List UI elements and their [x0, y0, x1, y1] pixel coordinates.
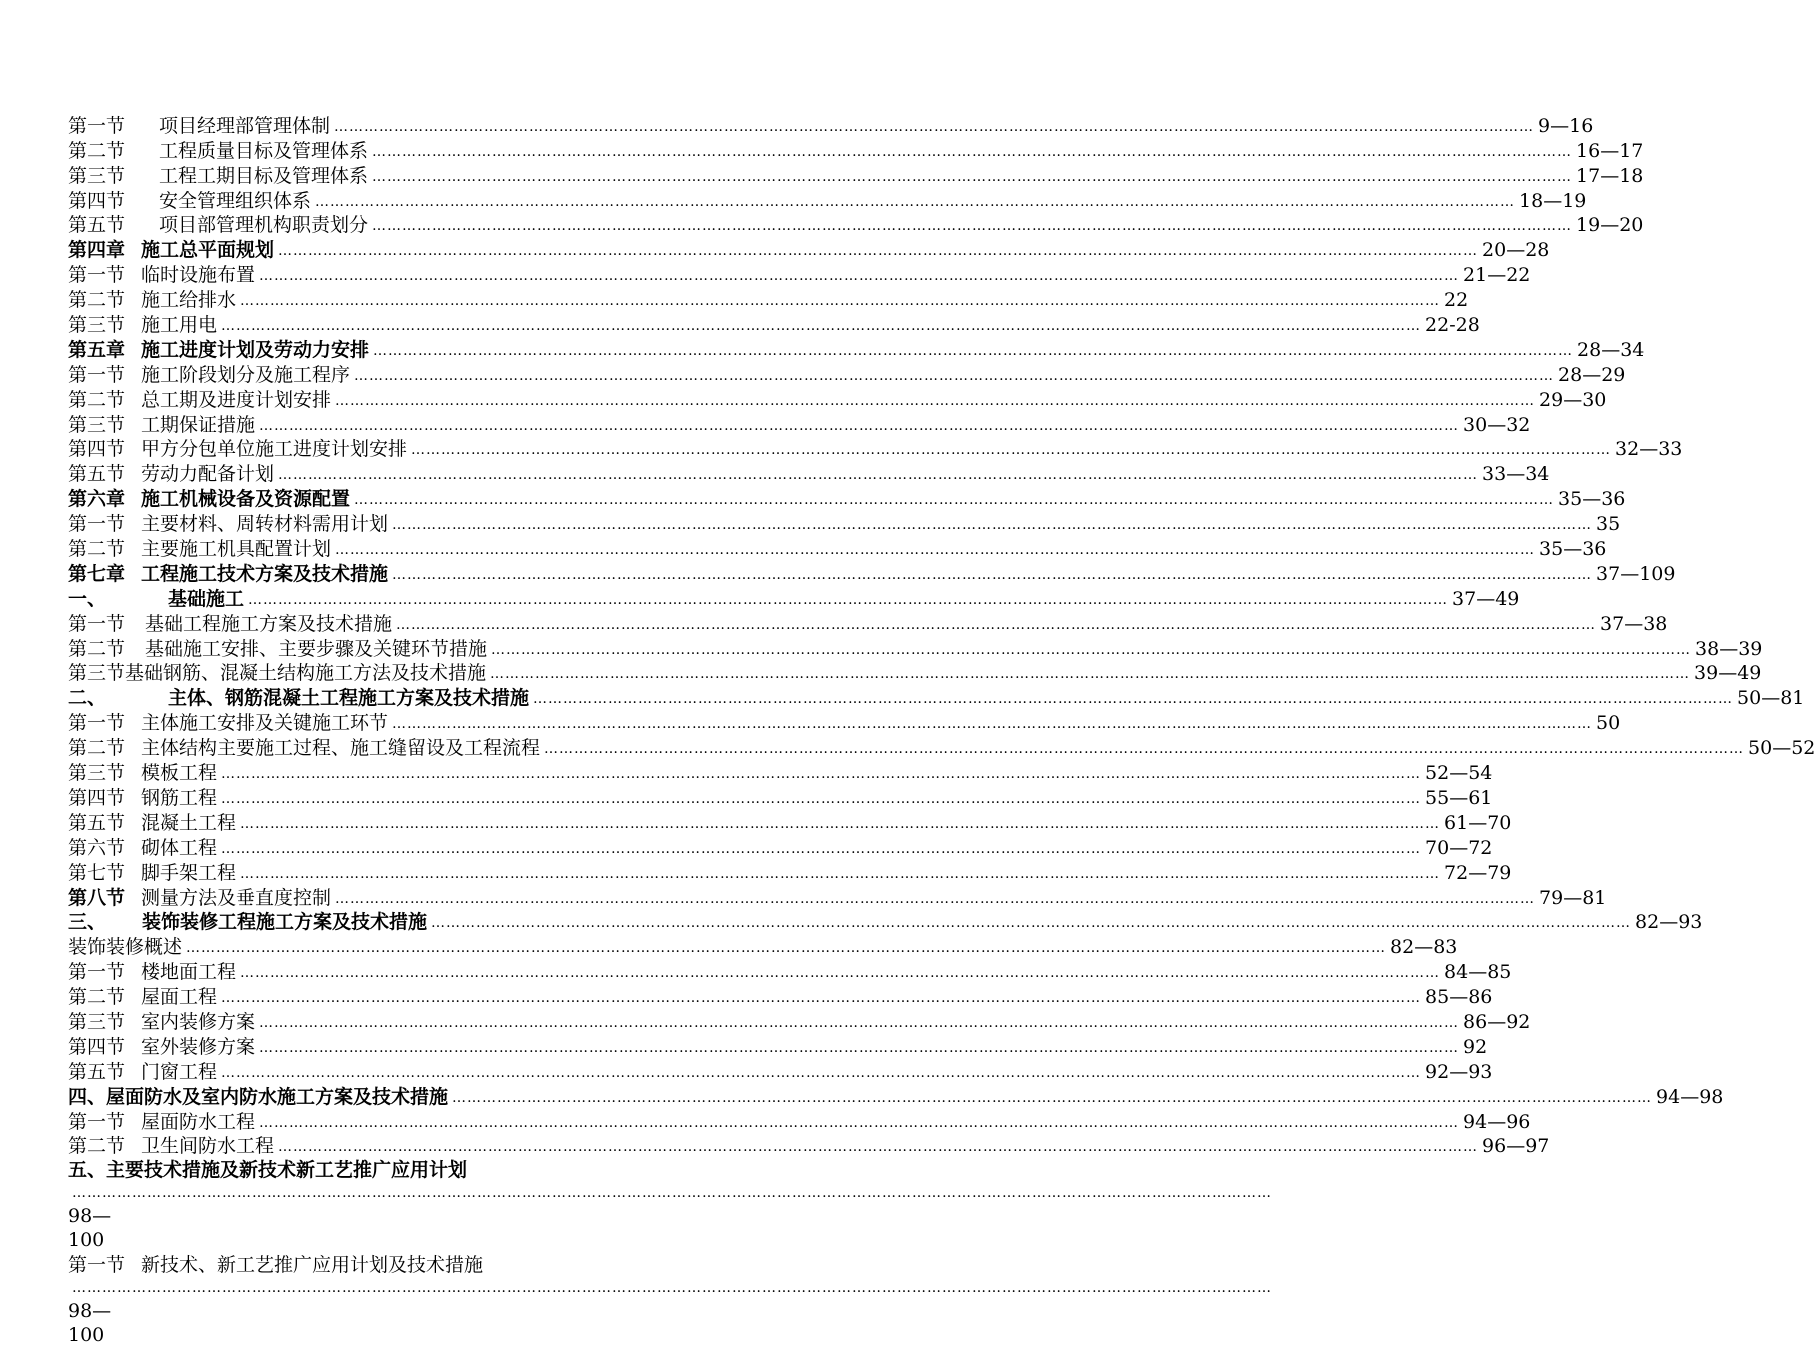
dot-leader: ……………………………………………………………………………………………………………………………………………………………………………………………………………………: [491, 641, 1692, 658]
dot-leader: ……………………………………………………………………………………………………………………………………………………………………………………………………………………: [533, 691, 1734, 708]
toc-entry[interactable]: [68, 486, 1626, 511]
toc-entry-title: 钢筋工程: [141, 786, 218, 809]
toc-entry-number: 第一节: [68, 513, 126, 536]
toc-entry[interactable]: [68, 586, 1520, 611]
toc-entry[interactable]: [68, 113, 1594, 138]
toc-entry-pages-continued: 100: [68, 1324, 105, 1347]
toc-entry[interactable]: [68, 362, 1626, 387]
toc-entry-number: 第五章: [68, 338, 126, 361]
toc-entry-label: [68, 811, 236, 835]
toc-entry-title: 施工进度计划及劳动力安排: [141, 338, 370, 361]
dot-leader: ……………………………………………………………………………………………………………………………………………………………………………………………………………………: [221, 990, 1422, 1007]
dot-leader: ……………………………………………………………………………………………………………………………………………………………………………………………………………………: [372, 143, 1573, 160]
toc-entry-title: 主要技术措施及新技术新工艺推广应用计划: [106, 1159, 468, 1182]
toc-entry-number: 第一节: [68, 264, 126, 287]
toc-entry-pages: 50—52: [1748, 737, 1815, 760]
toc-entry-number: 第三节: [68, 314, 126, 337]
toc-entry-pages: 37—49: [1452, 587, 1520, 610]
toc-entry-pages: 96—97: [1482, 1135, 1550, 1158]
dot-leader: ……………………………………………………………………………………………………………………………………………………………………………………………………………………: [372, 168, 1573, 185]
toc-entry[interactable]: [68, 262, 1531, 287]
toc-entry-pages: 19—20: [1576, 214, 1644, 237]
toc-entry-label: [68, 612, 392, 636]
dot-leader: ……………………………………………………………………………………………………………………………………………………………………………………………………………………: [72, 1280, 1272, 1297]
toc-entry-number: 第四章: [68, 239, 126, 262]
toc-entry-title: 施工机械设备及资源配置: [141, 488, 351, 511]
dot-leader: ……………………………………………………………………………………………………………………………………………………………………………………………………………………: [259, 1014, 1460, 1031]
toc-entry-number: 第四节: [68, 786, 126, 809]
toc-entry[interactable]: [68, 810, 1512, 835]
toc-entry-pages: 38—39: [1695, 637, 1763, 660]
toc-entry-number: 第三节: [68, 762, 126, 785]
toc-entry-title: 基础施工安排、主要步骤及关键环节措施: [145, 637, 488, 660]
toc-entry-pages: 37—38: [1600, 612, 1668, 635]
toc-entry-pages: 82—83: [1390, 936, 1458, 959]
toc-entry-title: 施工总平面规划: [141, 239, 275, 262]
toc-entry-number: 第一节: [68, 961, 126, 984]
toc-entry-number: 第四节: [68, 438, 126, 461]
toc-entry-pages: 50: [1596, 712, 1621, 735]
toc-entry-title: 基础钢筋、混凝土结构施工方法及技术措施: [125, 662, 487, 685]
toc-entry-label: [68, 736, 540, 760]
toc-entry[interactable]: [68, 910, 1703, 935]
toc-entry-label: [68, 711, 388, 735]
toc-entry[interactable]: [68, 337, 1645, 362]
toc-entry-number: 第一节: [68, 1254, 126, 1277]
toc-entry-number: 第二节: [68, 986, 126, 1009]
toc-entry-number: 第二节: [68, 637, 126, 660]
dot-leader: ……………………………………………………………………………………………………………………………………………………………………………………………………………………: [396, 616, 1597, 633]
toc-entry[interactable]: [68, 437, 1683, 462]
dot-leader: ……………………………………………………………………………………………………………………………………………………………………………………………………………………: [240, 815, 1441, 832]
toc-entry-title: 基础施工: [168, 587, 245, 610]
dot-leader: ……………………………………………………………………………………………………………………………………………………………………………………………………………………: [544, 741, 1745, 758]
toc-entry[interactable]: [68, 163, 1644, 188]
toc-entry-pages: 18—19: [1519, 189, 1587, 212]
toc-entry-pages: 39—49: [1694, 662, 1762, 685]
toc-entry-title: 工程质量目标及管理体系: [159, 139, 369, 162]
toc-entry-title: 主体施工安排及关键施工环节: [141, 712, 389, 735]
dot-leader: ……………………………………………………………………………………………………………………………………………………………………………………………………………………: [373, 342, 1574, 359]
toc-entry-title: 主要施工机具配置计划: [141, 538, 332, 561]
toc-entry-pages: 35—36: [1558, 488, 1626, 511]
toc-entry-label: [68, 562, 388, 586]
toc-entry-label: [68, 213, 368, 237]
toc-entry-title: 总工期及进度计划安排: [141, 388, 332, 411]
toc-entry-pages: 29—30: [1539, 388, 1607, 411]
toc-entry-title: 项目经理部管理体制: [159, 114, 331, 137]
toc-entry[interactable]: [68, 412, 1531, 437]
toc-entry-number: 第一节: [68, 612, 126, 635]
toc-entry-label: [68, 164, 368, 188]
dot-leader: ……………………………………………………………………………………………………………………………………………………………………………………………………………………: [392, 517, 1593, 534]
dot-leader: ……………………………………………………………………………………………………………………………………………………………………………………………………………………: [221, 790, 1422, 807]
toc-entry-label: [68, 512, 388, 536]
toc-entry-pages: 32—33: [1615, 438, 1683, 461]
toc-entry-pages: 98—: [68, 1300, 112, 1323]
toc-entry[interactable]: [68, 1034, 1488, 1059]
toc-entry[interactable]: [68, 885, 1607, 910]
toc-entry-label: [68, 1110, 255, 1134]
toc-entry[interactable]: [68, 636, 1763, 661]
toc-entry-label: [68, 960, 236, 984]
toc-entry-pages: 17—18: [1576, 164, 1644, 187]
toc-entry-number: 第三节: [68, 164, 126, 187]
toc-entry-pages: 21—22: [1463, 264, 1531, 287]
dot-leader: ……………………………………………………………………………………………………………………………………………………………………………………………………………………: [240, 965, 1441, 982]
toc-entry-title: 劳动力配备计划: [141, 463, 275, 486]
toc-entry-label: [68, 661, 486, 685]
toc-entry-title: 施工用电: [141, 314, 218, 337]
toc-entry[interactable]: [68, 785, 1493, 810]
toc-entry[interactable]: [68, 611, 1668, 636]
toc-entry-pages-continued: 100: [68, 1229, 105, 1252]
dot-leader: ……………………………………………………………………………………………………………………………………………………………………………………………………………………: [240, 865, 1441, 882]
toc-entry-pages: 35—36: [1539, 538, 1607, 561]
dot-leader: ……………………………………………………………………………………………………………………………………………………………………………………………………………………: [354, 367, 1555, 384]
toc-entry-label: [68, 363, 350, 387]
toc-entry-pages: 16—17: [1576, 139, 1644, 162]
toc-entry-label: [68, 313, 217, 337]
dot-leader: ……………………………………………………………………………………………………………………………………………………………………………………………………………………: [392, 716, 1593, 733]
toc-entry[interactable]: [68, 835, 1493, 860]
toc-entry-number: 第五节: [68, 214, 126, 237]
toc-entry[interactable]: [68, 1009, 1531, 1034]
toc-entry-title: 模板工程: [141, 762, 218, 785]
toc-entry-pages: 33—34: [1482, 463, 1550, 486]
dot-leader: ……………………………………………………………………………………………………………………………………………………………………………………………………………………: [335, 542, 1536, 559]
toc-entry-pages: 92—93: [1425, 1060, 1493, 1083]
toc-entry[interactable]: [68, 511, 1621, 536]
toc-entry-label: [68, 437, 407, 461]
toc-entry-label: [68, 836, 217, 860]
toc-entry[interactable]: [68, 661, 1762, 686]
toc-entry-title: 项目部管理机构职责划分: [159, 214, 369, 237]
toc-entry-number: 五、: [68, 1159, 107, 1182]
toc-entry[interactable]: [68, 536, 1607, 561]
toc-entry-pages: 37—109: [1596, 562, 1676, 585]
dot-leader: ……………………………………………………………………………………………………………………………………………………………………………………………………………………: [354, 492, 1555, 509]
toc-entry-number: 四、: [68, 1085, 107, 1108]
dot-leader: ……………………………………………………………………………………………………………………………………………………………………………………………………………………: [278, 243, 1479, 260]
toc-entry-pages: 86—92: [1463, 1010, 1531, 1033]
toc-entry-label: [68, 637, 487, 661]
toc-entry-label: [68, 189, 311, 213]
toc-entry-label: [68, 886, 331, 910]
dot-leader: ……………………………………………………………………………………………………………………………………………………………………………………………………………………: [490, 666, 1691, 683]
toc-entry-pages: 61—70: [1444, 811, 1512, 834]
dot-leader: ……………………………………………………………………………………………………………………………………………………………………………………………………………………: [221, 318, 1422, 335]
toc-entry-number: 第八节: [68, 886, 126, 909]
toc-entry-number: 一、: [68, 587, 107, 610]
toc-entry-number: 第三节: [68, 662, 126, 685]
toc-entry[interactable]: [68, 287, 1469, 312]
toc-entry-number: 第五节: [68, 811, 126, 834]
toc-entry-title: 主要材料、周转材料需用计划: [141, 513, 389, 536]
toc-entry[interactable]: [68, 984, 1493, 1009]
toc-entry-number: 第一节: [68, 712, 126, 735]
toc-entry-title: 装饰装修概述: [68, 936, 183, 959]
dot-leader: ……………………………………………………………………………………………………………………………………………………………………………………………………………………: [392, 566, 1593, 583]
toc-entry[interactable]: [68, 138, 1644, 163]
toc-entry-number: 第五节: [68, 1060, 126, 1083]
toc-entry-label: [68, 413, 255, 437]
dot-leader: ……………………………………………………………………………………………………………………………………………………………………………………………………………………: [248, 591, 1449, 608]
toc-entry[interactable]: [68, 860, 1512, 885]
toc-entry[interactable]: [68, 188, 1587, 213]
toc-entry-label: [68, 686, 529, 710]
toc-entry[interactable]: [68, 1084, 1724, 1109]
toc-entry-pages: 52—54: [1425, 762, 1493, 785]
toc-entry-number: 第六节: [68, 836, 126, 859]
toc-entry-pages: 94—96: [1463, 1110, 1531, 1133]
toc-entry-pages: 28—34: [1577, 338, 1645, 361]
toc-entry-title: 基础工程施工方案及技术措施: [145, 612, 393, 635]
toc-entry-title: 甲方分包单位施工进度计划安排: [141, 438, 408, 461]
toc-entry-title: 室内装修方案: [141, 1010, 256, 1033]
dot-leader: ……………………………………………………………………………………………………………………………………………………………………………………………………………………: [411, 442, 1612, 459]
toc-entry-title: 屋面防水及室内防水施工方案及技术措施: [106, 1085, 449, 1108]
toc-entry-number: 第三节: [68, 1010, 126, 1033]
toc-entry[interactable]: [68, 1158, 1272, 1253]
toc-entry-number: 第五节: [68, 463, 126, 486]
toc-entry-title: 屋面工程: [141, 986, 218, 1009]
toc-entry-number: 第七节: [68, 861, 126, 884]
dot-leader: ……………………………………………………………………………………………………………………………………………………………………………………………………………………: [278, 1139, 1479, 1156]
toc-entry-number: 第一节: [68, 363, 126, 386]
toc-entry[interactable]: [68, 237, 1550, 262]
toc-entry[interactable]: [68, 934, 1458, 959]
toc-entry-number: 第二节: [68, 737, 126, 760]
toc-entry-pages: 82—93: [1635, 911, 1703, 934]
toc-entry-title: 室外装修方案: [141, 1035, 256, 1058]
toc-entry-label: [68, 786, 217, 810]
toc-entry[interactable]: [68, 213, 1644, 238]
toc-entry-title: 卫生间防水工程: [141, 1135, 275, 1158]
toc-entry-number: 二、: [68, 687, 107, 710]
toc-entry-pages: 92: [1463, 1035, 1488, 1058]
toc-entry-pages: 55—61: [1425, 786, 1493, 809]
dot-leader: ……………………………………………………………………………………………………………………………………………………………………………………………………………………: [72, 1185, 1272, 1202]
toc-entry-title: 主体结构主要施工过程、施工缝留设及工程流程: [141, 737, 541, 760]
toc-entry[interactable]: [68, 461, 1550, 486]
toc-entry-label: [68, 114, 330, 138]
toc-entry[interactable]: [68, 710, 1621, 735]
toc-entry-number: 三、: [68, 911, 107, 934]
toc-entry-pages: 30—32: [1463, 413, 1531, 436]
toc-entry-number: 第二节: [68, 388, 126, 411]
toc-entry[interactable]: [68, 1253, 1272, 1348]
toc-entry-label: [68, 288, 236, 312]
toc-entry-title: 施工阶段划分及施工程序: [141, 363, 351, 386]
dot-leader: ……………………………………………………………………………………………………………………………………………………………………………………………………………………: [221, 1064, 1422, 1081]
toc-entry-title: 工期保证措施: [141, 413, 256, 436]
dot-leader: ……………………………………………………………………………………………………………………………………………………………………………………………………………………: [372, 218, 1573, 235]
toc-entry-number: 第二节: [68, 1135, 126, 1158]
toc-entry-number: 第一节: [68, 114, 126, 137]
dot-leader: ……………………………………………………………………………………………………………………………………………………………………………………………………………………: [186, 940, 1387, 957]
toc-entry[interactable]: [68, 1059, 1493, 1084]
toc-entry-label: [68, 761, 217, 785]
toc-entry-label: [68, 985, 217, 1009]
dot-leader: ……………………………………………………………………………………………………………………………………………………………………………………………………………………: [278, 467, 1479, 484]
toc-entry-label: [68, 1060, 217, 1084]
toc-entry-label: [68, 487, 350, 511]
toc-entry-label: [68, 139, 368, 163]
toc-entry-label: [68, 462, 274, 486]
dot-leader: ……………………………………………………………………………………………………………………………………………………………………………………………………………………: [452, 1089, 1653, 1106]
toc-entry-title: 施工给排水: [141, 289, 237, 312]
dot-leader: ……………………………………………………………………………………………………………………………………………………………………………………………………………………: [221, 766, 1422, 783]
dot-leader: ……………………………………………………………………………………………………………………………………………………………………………………………………………………: [431, 915, 1632, 932]
dot-leader: ……………………………………………………………………………………………………………………………………………………………………………………………………………………: [315, 193, 1516, 210]
toc-entry-number: 第四节: [68, 1035, 126, 1058]
toc-entry[interactable]: [68, 561, 1676, 586]
toc-entry-number: 第二节: [68, 538, 126, 561]
toc-entry-title: 测量方法及垂直度控制: [141, 886, 332, 909]
toc-entry-pages: 9—16: [1538, 114, 1594, 137]
dot-leader: ……………………………………………………………………………………………………………………………………………………………………………………………………………………: [259, 268, 1460, 285]
toc-entry[interactable]: [68, 735, 1815, 760]
toc-entry-title: 砌体工程: [141, 836, 218, 859]
dot-leader: ……………………………………………………………………………………………………………………………………………………………………………………………………………………: [335, 890, 1536, 907]
toc-entry-title: 工程工期目标及管理体系: [159, 164, 369, 187]
dot-leader: ……………………………………………………………………………………………………………………………………………………………………………………………………………………: [221, 840, 1422, 857]
toc-entry-label: [68, 1253, 483, 1277]
toc-entry-title: 屋面防水工程: [141, 1110, 256, 1133]
toc-entry-label: [68, 587, 244, 611]
dot-leader: ……………………………………………………………………………………………………………………………………………………………………………………………………………………: [240, 293, 1441, 310]
toc-entry-pages: 20—28: [1482, 239, 1550, 262]
toc-entry-number: 第六章: [68, 488, 126, 511]
toc-entry-label: [68, 910, 427, 934]
toc-entry-pages: 94—98: [1656, 1085, 1724, 1108]
toc-entry-label: [68, 1085, 448, 1109]
dot-leader: ……………………………………………………………………………………………………………………………………………………………………………………………………………………: [259, 417, 1460, 434]
toc-entry-pages: 72—79: [1444, 861, 1512, 884]
toc-entry-title: 工程施工技术方案及技术措施: [141, 562, 389, 585]
toc-entry-label: [68, 388, 331, 412]
toc-entry-pages: 70—72: [1425, 836, 1493, 859]
toc-entry[interactable]: [68, 1109, 1531, 1134]
toc-entry-title: 脚手架工程: [141, 861, 237, 884]
toc-entry-title: 混凝土工程: [141, 811, 237, 834]
toc-entry-label: [68, 935, 182, 959]
toc-entry[interactable]: [68, 685, 1805, 710]
dot-leader: ……………………………………………………………………………………………………………………………………………………………………………………………………………………: [335, 392, 1536, 409]
toc-entry[interactable]: [68, 959, 1512, 984]
toc-entry-number: 第四节: [68, 189, 126, 212]
toc-entry-pages: 50—81: [1737, 687, 1805, 710]
toc-entry-label: [68, 537, 331, 561]
toc-entry-pages: 79—81: [1539, 886, 1607, 909]
toc-entry-title: 主体、钢筋混凝土工程施工方案及技术措施: [168, 687, 530, 710]
toc-entry-number: 第二节: [68, 289, 126, 312]
toc-entry-pages: 22-28: [1425, 314, 1480, 337]
toc-entry-label: [68, 1035, 255, 1059]
toc-entry[interactable]: [68, 760, 1493, 785]
toc-entry-title: 装饰装修工程施工方案及技术措施: [142, 911, 428, 934]
dot-leader: ……………………………………………………………………………………………………………………………………………………………………………………………………………………: [259, 1039, 1460, 1056]
toc-entry[interactable]: [68, 387, 1607, 412]
toc-entry[interactable]: [68, 1134, 1550, 1159]
dot-leader: ……………………………………………………………………………………………………………………………………………………………………………………………………………………: [259, 1114, 1460, 1131]
toc-entry[interactable]: [68, 312, 1480, 337]
toc-entry-label: [68, 338, 369, 362]
toc-entry-title: 安全管理组织体系: [159, 189, 312, 212]
table-of-contents: [68, 113, 1815, 1348]
toc-entry-label: [68, 1158, 467, 1182]
toc-entry-label: [68, 1134, 274, 1158]
toc-entry-label: [68, 238, 274, 262]
toc-entry-title: 临时设施布置: [141, 264, 256, 287]
toc-entry-title: 楼地面工程: [141, 961, 237, 984]
toc-entry-label: [68, 263, 255, 287]
toc-entry-number: 第一节: [68, 1110, 126, 1133]
toc-entry-pages: 98—: [68, 1205, 112, 1228]
toc-entry-pages: 28—29: [1558, 363, 1626, 386]
toc-entry-label: [68, 861, 236, 885]
toc-entry-number: 第三节: [68, 413, 126, 436]
toc-entry-number: 第七章: [68, 562, 126, 585]
toc-entry-pages: 35: [1596, 513, 1621, 536]
dot-leader: ……………………………………………………………………………………………………………………………………………………………………………………………………………………: [334, 118, 1535, 135]
toc-entry-pages: 84—85: [1444, 961, 1512, 984]
toc-entry-title: 新技术、新工艺推广应用计划及技术措施: [141, 1254, 484, 1277]
toc-entry-pages: 85—86: [1425, 986, 1493, 1009]
toc-entry-number: 第二节: [68, 139, 126, 162]
toc-entry-title: 门窗工程: [141, 1060, 218, 1083]
toc-entry-pages: 22: [1444, 289, 1469, 312]
toc-entry-label: [68, 1010, 255, 1034]
